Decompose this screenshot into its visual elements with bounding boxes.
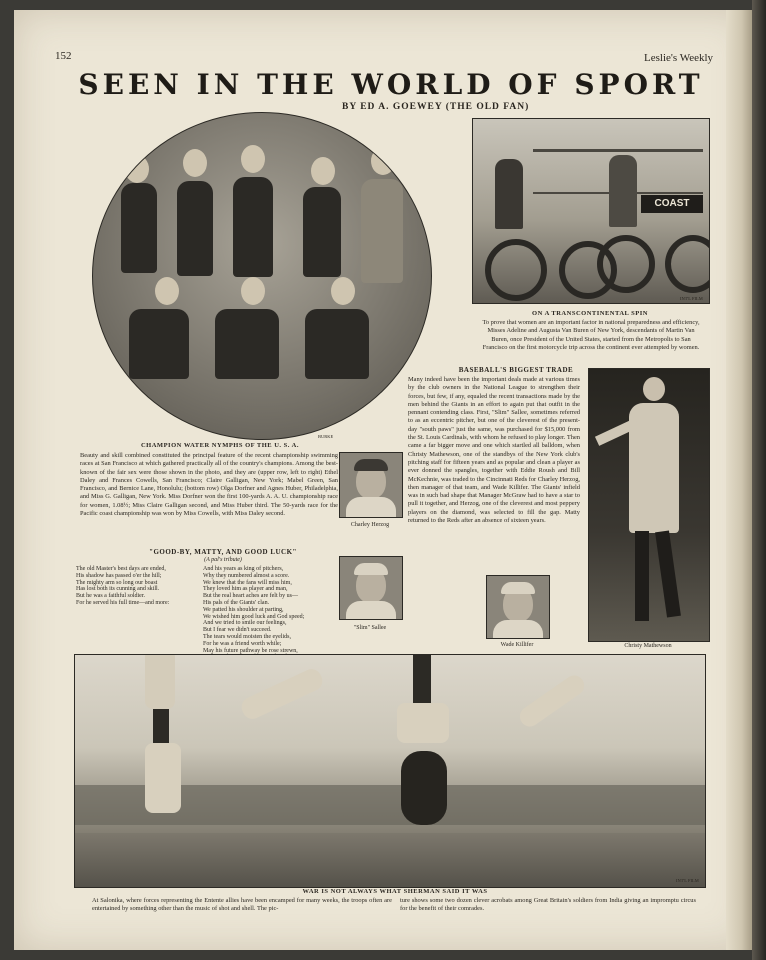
tumbling-acrobat <box>238 666 325 722</box>
swimmer-figure <box>233 177 273 277</box>
page-spine <box>726 10 752 950</box>
coast-sign: COAST <box>641 195 703 213</box>
motorcycle-wheel <box>597 235 655 293</box>
swimmer-figure <box>177 181 213 276</box>
swimmer-head <box>241 277 265 305</box>
swimmer-head <box>183 149 207 177</box>
swimmer-head <box>125 155 149 183</box>
swimmer-head <box>331 277 355 305</box>
swimmer-head <box>241 145 265 173</box>
acrobat-legs <box>153 709 169 745</box>
acrobats-caption: WAR IS NOT ALWAYS WHAT SHERMAN SAID IT WAS <box>302 888 488 895</box>
swimmer-figure <box>215 309 279 379</box>
sallee-caption: "Slim" Sallee <box>353 625 387 631</box>
swimmer-figure <box>303 187 341 277</box>
portrait-cap <box>354 563 388 575</box>
ground <box>75 833 705 887</box>
poem-subtitle: (A pal's tribute) <box>204 557 242 563</box>
swimmer-figure <box>121 183 157 273</box>
swimmer-head <box>155 277 179 305</box>
motorcycle-wheel <box>665 235 710 293</box>
player-leg <box>655 530 681 617</box>
swimmers-caption: CHAMPION WATER NYMPHS OF THE U. S. A. <box>140 442 300 449</box>
poem-column-right: And his years as king of pitchers, Why they numbered almost a score. We knew that the fans will miss him, They loved him as player and man, But the real heart aches are felt by us— His pals of the Giants' clan. We patted his shoulder at parting, We wished him good luck and God speed; And we tried to smile our feelings, But I fear we didn't succeed. The tears would moisten the eyelids, For he was a friend worth while; May his future pathway be rose strewn, <box>203 566 305 654</box>
portrait-shirt <box>346 601 396 620</box>
acrobat-base <box>397 703 449 743</box>
mathewson-photo <box>588 368 710 642</box>
acrobat-top <box>145 654 175 709</box>
acrobats-text-right: ture shows some two dozen clever acrobats among Great Britain's soldiers from India giving an impromptu circus for the benefit of their comrades. <box>400 897 696 913</box>
motorcycle-wheel <box>485 239 547 301</box>
swimmer-head <box>371 147 395 175</box>
acrobat-base <box>145 743 181 813</box>
player-head <box>643 377 665 401</box>
book-edge <box>752 0 766 960</box>
herzog-portrait <box>339 452 403 518</box>
trade-text: Many indeed have been the important deals made at various times by the club owners in the National League to strengthen their forces, but few, if any, equaled the recent transactions made by the men behind the Giants in an effort to again put that outfit in the pennant contending class. First, "Slim" Sallee, sometimes referred to as an eccentric pitcher, but one of the cleverest of the present-day "south paws" just the same, was purchased for $15,000 from the St. Louis Cardinals, with whom he refused to play longer. Then came a far bigger move and one which startled all balldom, when Christy Mathewson, one of the standbys of the New York club's pitching staff for fifteen years and as popular and clean a player as ever donned the spangles, together with Eddie Roush and Bill McKechnie, was traded to the Cincinnati Reds for Charley Herzog, then manager of that team, and Wade Killifer. The Giants' infield was in such bad shape that Manager McGraw had to have a star to pull it together, and Herzog, one of the cleverest and most peppery players on the diamond, was selected to fill the gap. Matty returned to the Reds after an absence of sixteen years. <box>408 376 580 525</box>
motorcycle-text: To prove that women are an important factor in national preparedness and efficiency, Misses Adeline and Augusta Van Buren of New York, descendants of Martin Van Buren, once President of the United States, started from the Metropolis to San Francisco on the first motorcycle trip across the continent ever attempted by women. <box>482 319 700 351</box>
tumbling-acrobat <box>516 672 588 731</box>
sallee-portrait <box>339 556 403 620</box>
motorcycle-caption: ON A TRANSCONTINENTAL SPIN <box>532 310 648 317</box>
rider-figure <box>609 155 637 227</box>
herzog-caption: Charley Herzog <box>350 522 390 528</box>
acrobats-photo <box>74 654 706 888</box>
magazine-name: Leslie's Weekly <box>644 52 714 64</box>
poem-title: "GOOD-BY, MATTY, AND GOOD LUCK" <box>149 548 297 556</box>
byline: BY ED A. GOEWEY (THE OLD FAN) <box>342 102 530 112</box>
swimmer-figure <box>129 309 189 379</box>
page-number: 152 <box>55 50 72 62</box>
swimmers-text: Beauty and skill combined constituted the principal feature of the recent championship swimming races at San Francisco at which gathered practically all of the country's champions. Among the best-known of the fair sex were those shown in the photo, and they are (upper row, left to right) Ethel Daley and Frances Cowells, San Francisco; Claire Galligan, New York; Mabel Green, San Francisco, and Bernice Lane, Honolulu; (bottom row) Olga Dorfner and Agnes Huber, Philadelphia, and Miss G. Galligan, New York. Miss Dorfner won the first 100-yards A. A. U. championship race for women, 1.08½; Miss Claire Galligan second, and Miss Huber third. The 50-yards race for the Pacific coast championship was won by Miss Cowells, with Miss Daley second. <box>80 452 338 518</box>
acrobats-credit: INT'L FILM <box>676 878 699 883</box>
motorcycle-photo <box>472 118 710 304</box>
portrait-cap <box>354 459 388 471</box>
horse-figure <box>401 751 447 825</box>
killifer-caption: Wade Killifer <box>500 642 534 648</box>
swimmers-credit: BURKE <box>318 434 334 439</box>
acrobat-legs <box>413 654 431 703</box>
page-title: SEEN IN THE WORLD OF SPORT <box>78 68 704 101</box>
trade-heading: BASEBALL'S BIGGEST TRADE <box>458 366 574 374</box>
motorcycle-credit: INT'L FILM <box>680 296 703 301</box>
killifer-portrait <box>486 575 550 639</box>
rider-figure <box>495 159 523 229</box>
swimmer-figure <box>305 309 369 379</box>
swimmer-figure <box>361 179 403 283</box>
portrait-shirt <box>346 497 396 517</box>
portrait-shirt <box>493 620 543 639</box>
player-leg <box>635 531 649 621</box>
poem-column-left: The old Master's best days are ended, His shadow has passed o'er the hill; The mighty arm so long our boast Has lost both its cunning and skill. But he was a faithful soldier. For he served his full time—and more: <box>76 566 170 606</box>
swimmer-head <box>311 157 335 185</box>
swimmers-photo <box>92 112 432 440</box>
acrobats-text-left: At Salonika, where forces representing the Entente allies have been encamped for many weeks, the troops often are entertained by something other than the music of shot and shell. The pic- <box>92 897 392 913</box>
mathewson-caption: Christy Mathewson <box>624 643 672 649</box>
portrait-cap <box>501 582 535 594</box>
